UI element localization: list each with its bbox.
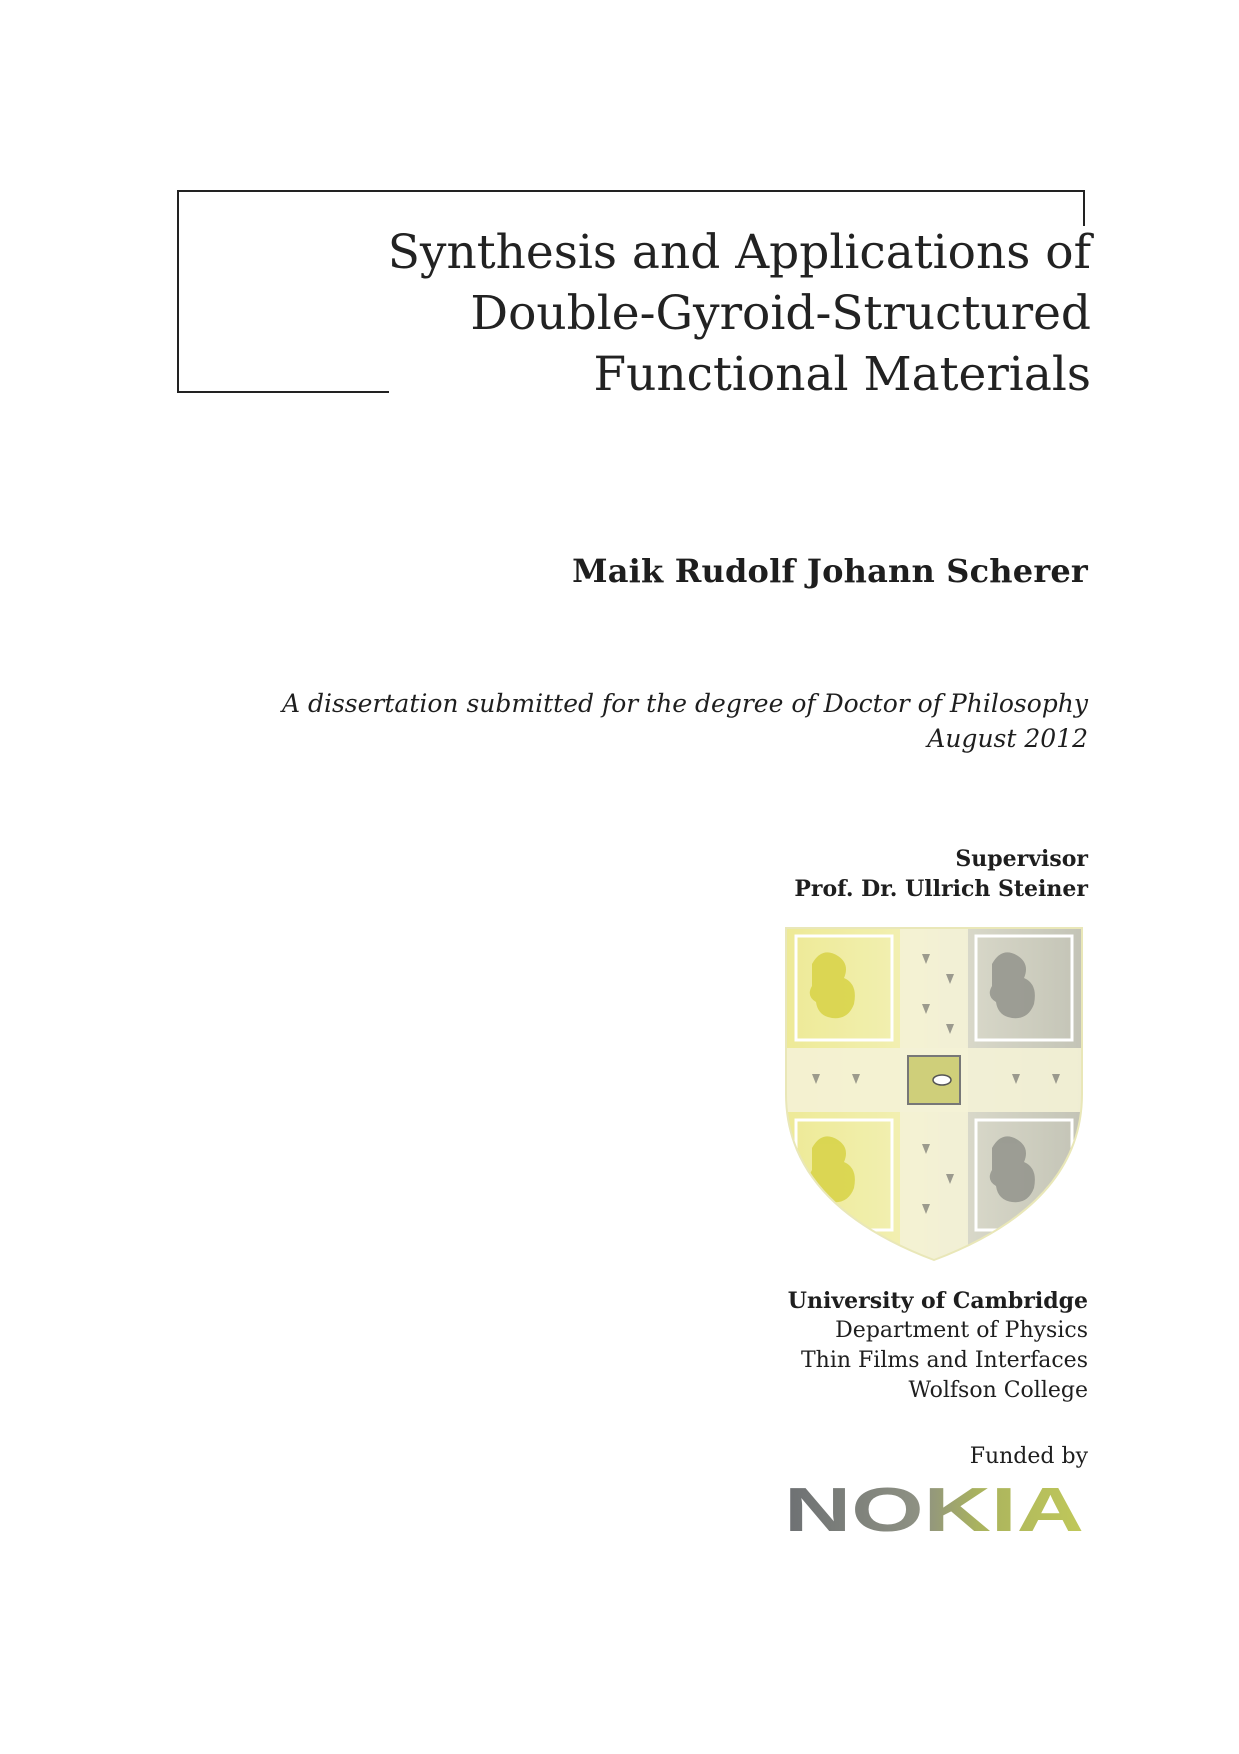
university-name: University of Cambridge (787, 1288, 1088, 1314)
supervisor-label: Supervisor (955, 846, 1088, 872)
supervisor-block (794, 844, 1088, 904)
title-frame-bottom-line (177, 391, 389, 393)
nokia-logo-icon (782, 1484, 1086, 1536)
college-name: Wolfson College (908, 1378, 1088, 1403)
title-line: Double-Gyroid-Structured (470, 286, 1091, 341)
university-crest-icon (782, 924, 1086, 1264)
title-line: Synthesis and Applications of (387, 225, 1091, 280)
supervisor-name: Prof. Dr. Ullrich Steiner (794, 876, 1088, 902)
degree-line: A dissertation submitted for the degree of Doctor of Philosophy (281, 689, 1088, 718)
title-line: Functional Materials (593, 347, 1091, 402)
nokia-logo-text: NOKIA (784, 1484, 1084, 1536)
department-name: Department of Physics (835, 1318, 1088, 1343)
author-name: Maik Rudolf Johann Scherer (572, 552, 1088, 590)
group-name: Thin Films and Interfaces (800, 1348, 1088, 1373)
degree-statement (282, 686, 1088, 756)
submission-date: August 2012 (927, 724, 1088, 753)
title-frame-top-line (177, 190, 1085, 192)
thesis-title (388, 222, 1091, 405)
affiliation-block (788, 1286, 1088, 1406)
title-frame-right-line (1083, 190, 1085, 226)
funded-by-label: Funded by (969, 1444, 1088, 1469)
title-frame-left-line (177, 190, 179, 393)
